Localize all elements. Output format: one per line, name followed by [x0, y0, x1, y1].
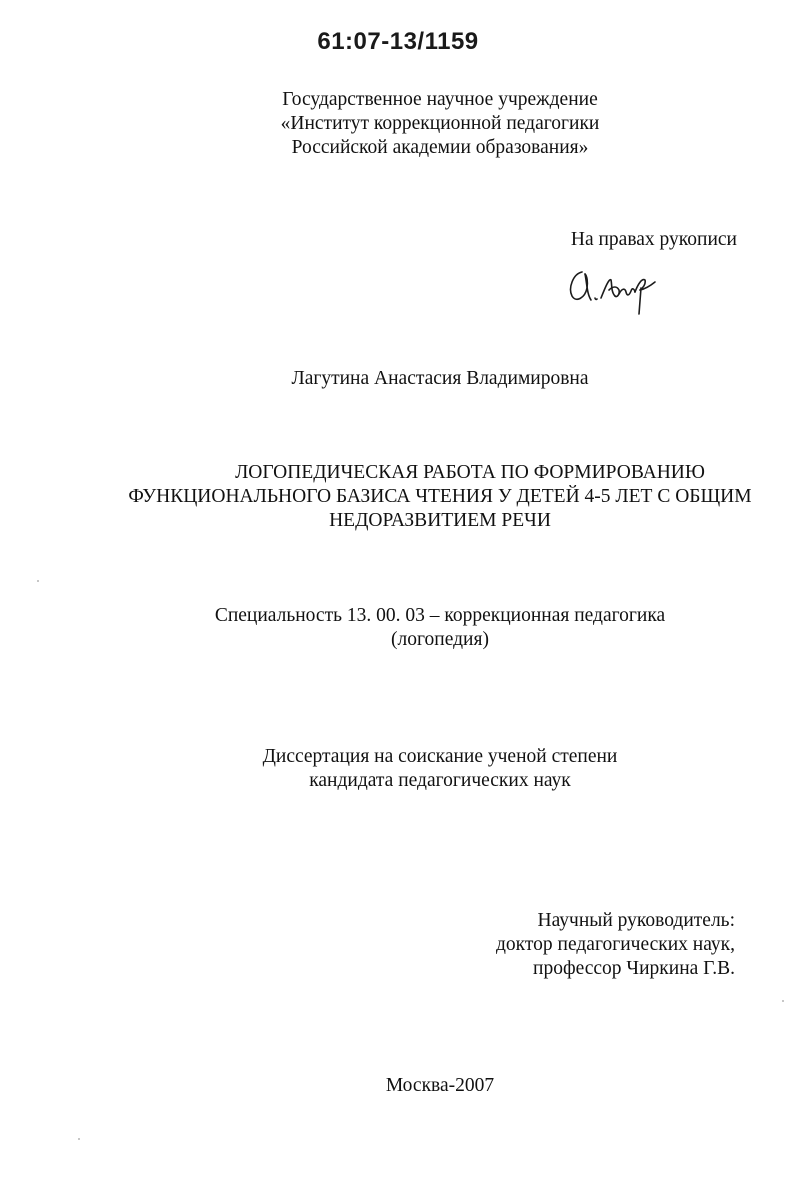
institution-line-1: Государственное научное учреждение [282, 89, 598, 110]
title-line-3: НЕДОРАЗВИТИЕМ РЕЧИ [329, 510, 551, 531]
institution-line-2: «Институт коррекционной педагогики [280, 113, 600, 134]
degree-line-1: Диссертация на соискание ученой степени [262, 746, 618, 767]
supervisor-line-1: Научный руководитель: [537, 910, 735, 931]
scan-speck [37, 580, 39, 582]
scan-speck [782, 1000, 784, 1002]
degree-statement [150, 745, 730, 793]
institution-name [200, 88, 680, 160]
specialty-line-2: (логопедия) [391, 629, 489, 650]
specialty [150, 604, 730, 652]
degree-line-2: кандидата педагогических наук [309, 770, 571, 791]
signature-icon [565, 258, 660, 316]
dissertation-title [70, 461, 793, 533]
supervisor-line-2: доктор педагогических наук, [496, 934, 735, 955]
scan-speck [78, 1138, 80, 1140]
supervisor-line-3: профессор Чиркина Г.В. [533, 958, 735, 979]
manuscript-rights-note: На правах рукописи [570, 229, 737, 250]
title-line-2: ФУНКЦИОНАЛЬНОГО БАЗИСА ЧТЕНИЯ У ДЕТЕЙ 4-5 ЛЕТ С ОБЩИМ [128, 486, 752, 507]
institution-line-3: Российской академии образования» [291, 137, 589, 158]
author-name: Лагутина Анастасия Владимировна [291, 368, 589, 389]
city-year: Москва-2007 [385, 1075, 495, 1096]
archive-code: 61:07-13/1159 [317, 28, 479, 55]
title-line-1: ЛОГОПЕДИЧЕСКАЯ РАБОТА ПО ФОРМИРОВАНИЮ [235, 462, 705, 483]
specialty-line-1: Специальность 13. 00. 03 – коррекционная педагогика [214, 605, 666, 626]
scientific-supervisor [400, 909, 735, 981]
